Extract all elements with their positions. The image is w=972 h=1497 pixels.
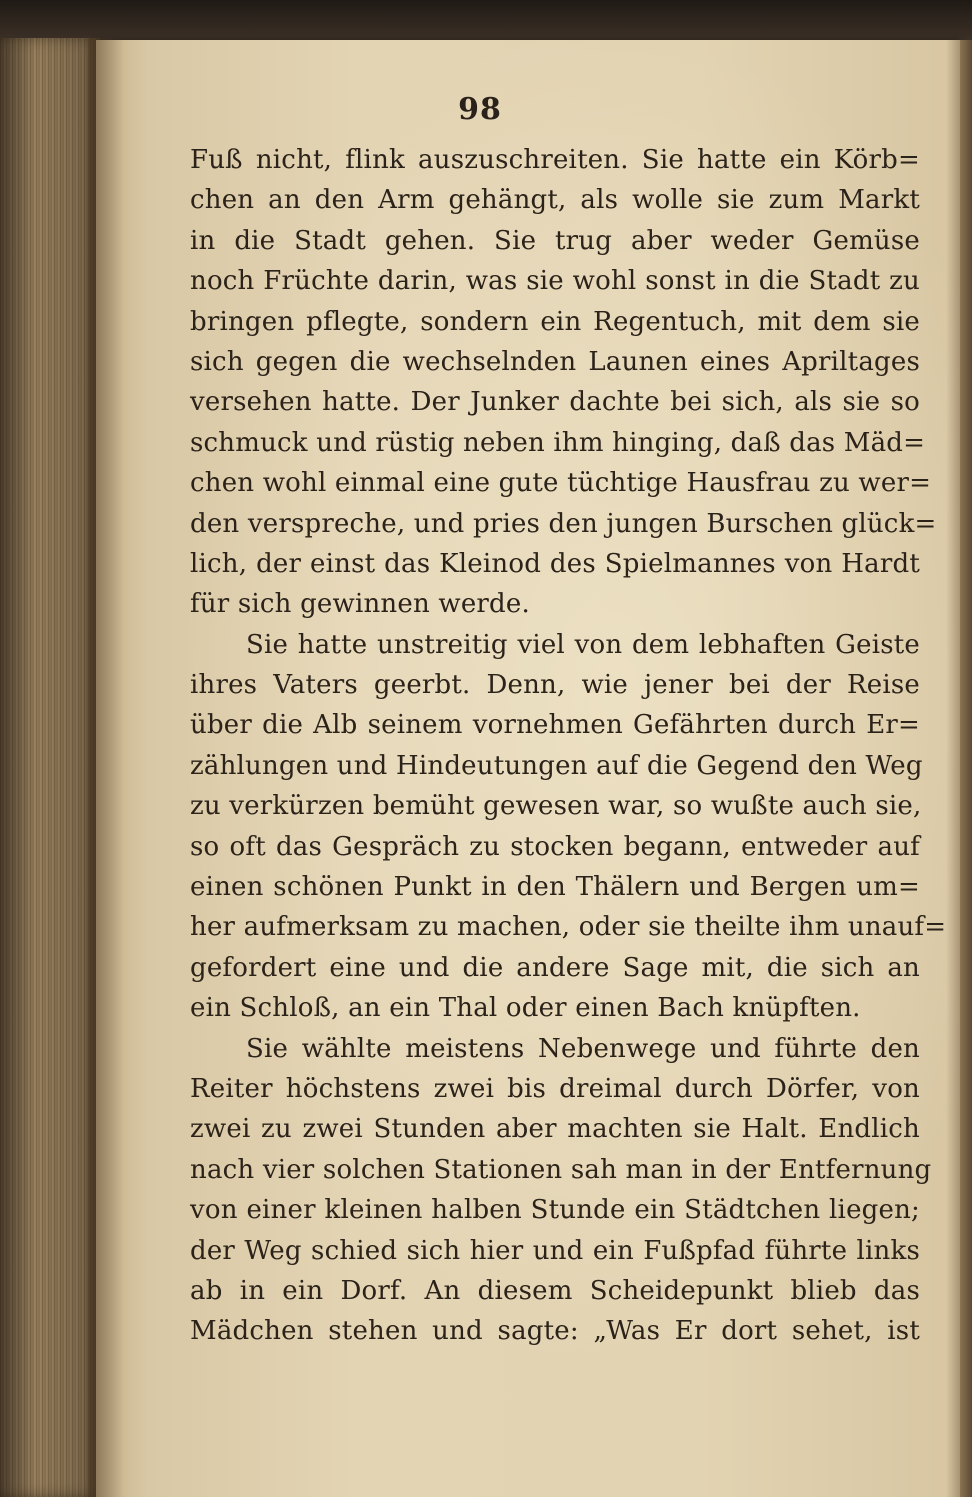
- text-line: her aufmerksam zu machen, oder sie theilte ihm unauf=: [190, 912, 947, 943]
- page-edges: [0, 38, 100, 1497]
- text-line: so oft das Gespräch zu stocken begann, entweder auf: [190, 831, 920, 862]
- text-line: chen wohl einmal eine gute tüchtige Hausfrau zu wer=: [190, 468, 932, 499]
- text-line: zu verkürzen bemüht gewesen war, so wußte auch sie,: [190, 791, 922, 822]
- text-line: über die Alb seinem vornehmen Gefährten durch Er=: [190, 710, 920, 741]
- text-line: versehen hatte. Der Junker dachte bei sich, als sie so: [190, 387, 920, 418]
- text-line: der Weg schied sich hier und ein Fußpfad führte links: [190, 1235, 920, 1266]
- text-line: Sie wählte meistens Nebenwege und führte den: [246, 1033, 920, 1064]
- text-line: ab in ein Dorf. An diesem Scheidepunkt blieb das: [190, 1275, 920, 1306]
- text-line: Mädchen stehen und sagte: „Was Er dort sehet, ist: [190, 1316, 920, 1347]
- text-line: für sich gewinnen werde.: [190, 589, 530, 620]
- text-line: bringen pflegte, sondern ein Regentuch, mit dem sie: [190, 306, 920, 337]
- text-line: einen schönen Punkt in den Thälern und Bergen um=: [190, 872, 920, 903]
- text-line: Sie hatte unstreitig viel von dem lebhaften Geiste: [246, 629, 920, 660]
- page-text: [190, 140, 947, 1352]
- background-strip: [0, 0, 972, 42]
- text-line: ein Schloß, an ein Thal oder einen Bach knüpften.: [190, 993, 861, 1024]
- text-line: den verspreche, und pries den jungen Burschen glück=: [190, 508, 937, 539]
- text-line: ihres Vaters geerbt. Denn, wie jener bei der Reise: [190, 670, 920, 701]
- text-line: chen an den Arm gehängt, als wolle sie zum Markt: [190, 185, 920, 216]
- text-line: Fuß nicht, flink auszuschreiten. Sie hatte ein Körb=: [190, 145, 920, 175]
- text-line: lich, der einst das Kleinod des Spielmannes von Hardt: [190, 548, 920, 579]
- text-line: schmuck und rüstig neben ihm hinging, daß das Mäd=: [190, 427, 926, 458]
- text-line: sich gegen die wechselnden Launen eines Apriltages: [190, 346, 920, 377]
- text-line: nach vier solchen Stationen sah man in der Entfernung: [190, 1154, 932, 1185]
- page-right-edge: [960, 40, 972, 1497]
- text-line: zwei zu zwei Stunden aber machten sie Halt. Endlich: [190, 1114, 920, 1145]
- book-page: [96, 40, 960, 1497]
- spine-shadow: [88, 38, 124, 1497]
- text-line: in die Stadt gehen. Sie trug aber weder Gemüse: [190, 225, 920, 256]
- text-line: noch Früchte darin, was sie wohl sonst in die Stadt zu: [190, 266, 920, 297]
- text-line: gefordert eine und die andere Sage mit, die sich an: [190, 952, 920, 983]
- text-line: von einer kleinen halben Stunde ein Städtchen liegen;: [190, 1195, 920, 1226]
- page-number: 98: [458, 92, 502, 127]
- text-line: Reiter höchstens zwei bis dreimal durch Dörfer, von: [190, 1073, 920, 1104]
- text-line: zählungen und Hindeutungen auf die Gegend den Weg: [190, 750, 923, 781]
